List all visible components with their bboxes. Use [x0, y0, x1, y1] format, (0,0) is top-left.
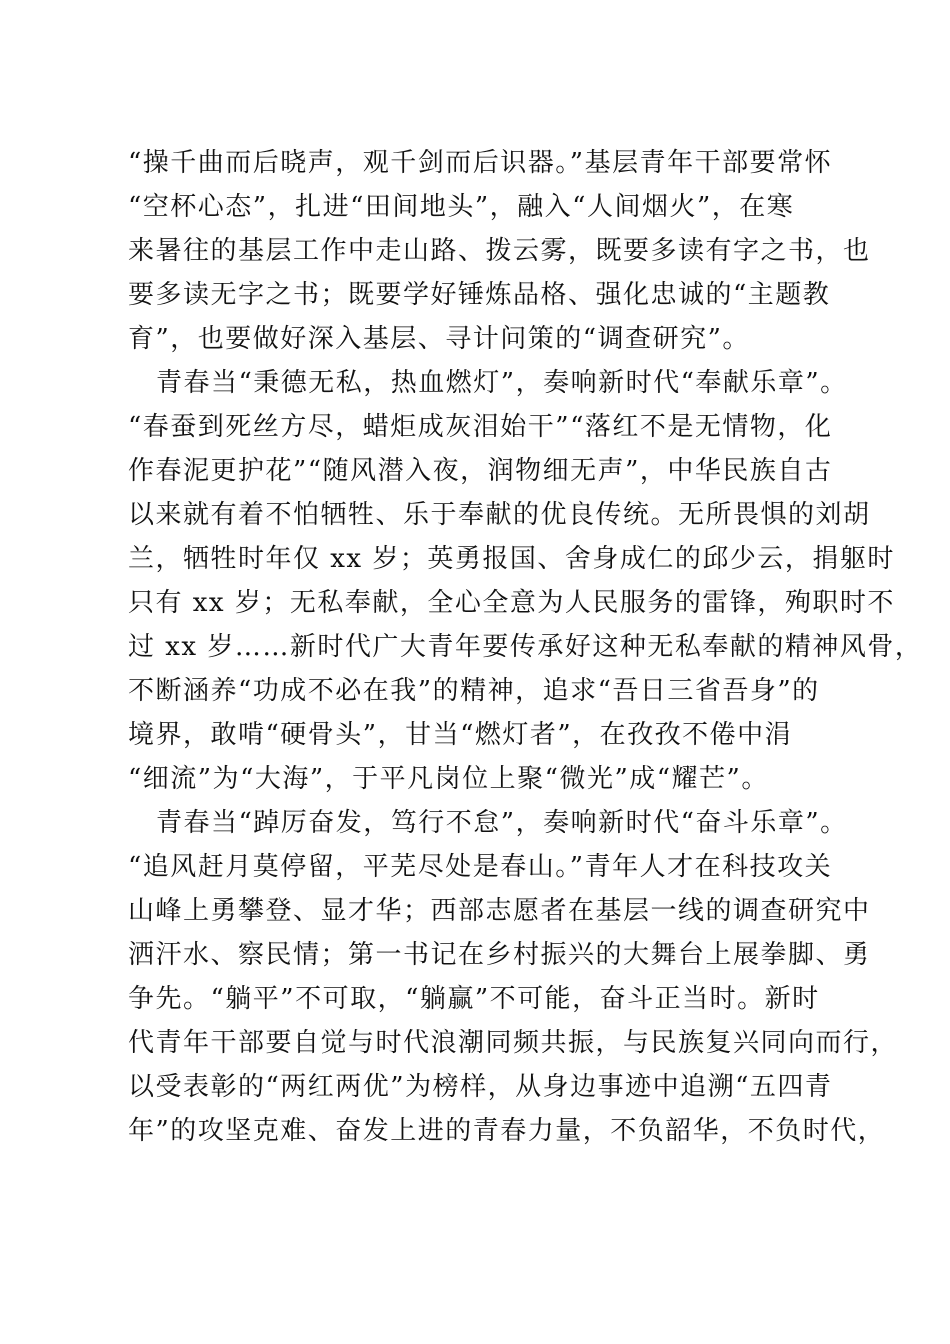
text-line: 育”，也要做好深入基层、寻计问策的“调查研究”。 [128, 324, 750, 354]
text-line: 来暑往的基层工作中走山路、拨云雾，既要多读有字之书，也 [128, 236, 871, 266]
text-line: 要多读无字之书；既要学好锤炼品格、强化忠诚的“主题教 [128, 280, 831, 310]
text-line: 年”的攻坚克难、奋发上进的青春力量，不负韶华，不负时代， [128, 1116, 886, 1146]
text-line: 不断涵养“功成不必在我”的精神，追求“吾日三省吾身”的 [128, 676, 820, 706]
paragraph-2 [128, 361, 923, 801]
text-line: 过 xx 岁……新时代广大青年要传承好这种无私奉献的精神风骨， [128, 632, 923, 662]
text-line: 境界，敢啃“硬骨头”，甘当“燃灯者”，在孜孜不倦中涓 [128, 720, 793, 750]
text-line: 代青年干部要自觉与时代浪潮同频共振，与民族复兴同向而行， [128, 1028, 899, 1058]
text-line: 只有 xx 岁；无私奉献，全心全意为人民服务的雷锋，殉职时不 [128, 588, 895, 618]
text-line: “细流”为“大海”，于平凡岗位上聚“微光”成“耀芒”。 [128, 764, 769, 794]
text-line: 以受表彰的“两红两优”为榜样，从身边事迹中追溯“五四青 [128, 1072, 833, 1102]
paragraph-1 [128, 141, 871, 361]
text-line: 山峰上勇攀登、显才华；西部志愿者在基层一线的调查研究中 [128, 896, 871, 926]
text-line: “追风赶月莫停留，平芜尽处是春山。”青年人才在科技攻关 [128, 852, 833, 882]
text-line: 以来就有着不怕牺牲、乐于奉献的优良传统。无所畏惧的刘胡 [128, 500, 871, 530]
text-line: 争先。“躺平”不可取，“躺赢”不可能，奋斗正当时。新时 [128, 984, 820, 1014]
text-line: 洒汗水、察民情；第一书记在乡村振兴的大舞台上展拳脚、勇 [128, 940, 871, 970]
text-line: “春蚕到死丝方尽，蜡炬成灰泪始干”“落红不是无情物，化 [128, 412, 833, 442]
text-line-indented: 青春当“踔厉奋发，笃行不怠”，奏响新时代“奋斗乐章”。 [156, 808, 848, 838]
text-line: “操千曲而后晓声，观千剑而后识器。”基层青年干部要常怀 [128, 148, 833, 178]
text-line: 兰，牺牲时年仅 xx 岁；英勇报国、舍身成仁的邱少云，捐躯时 [128, 544, 895, 574]
text-line: 作春泥更护花”“随风潜入夜，润物细无声”，中华民族自古 [128, 456, 833, 486]
paragraph-3 [128, 801, 899, 1153]
document-body [128, 141, 923, 1153]
text-line-indented: 青春当“秉德无私，热血燃灯”，奏响新时代“奉献乐章”。 [156, 368, 848, 398]
text-line: “空杯心态”，扎进“田间地头”，融入“人间烟火”，在寒 [128, 192, 795, 222]
